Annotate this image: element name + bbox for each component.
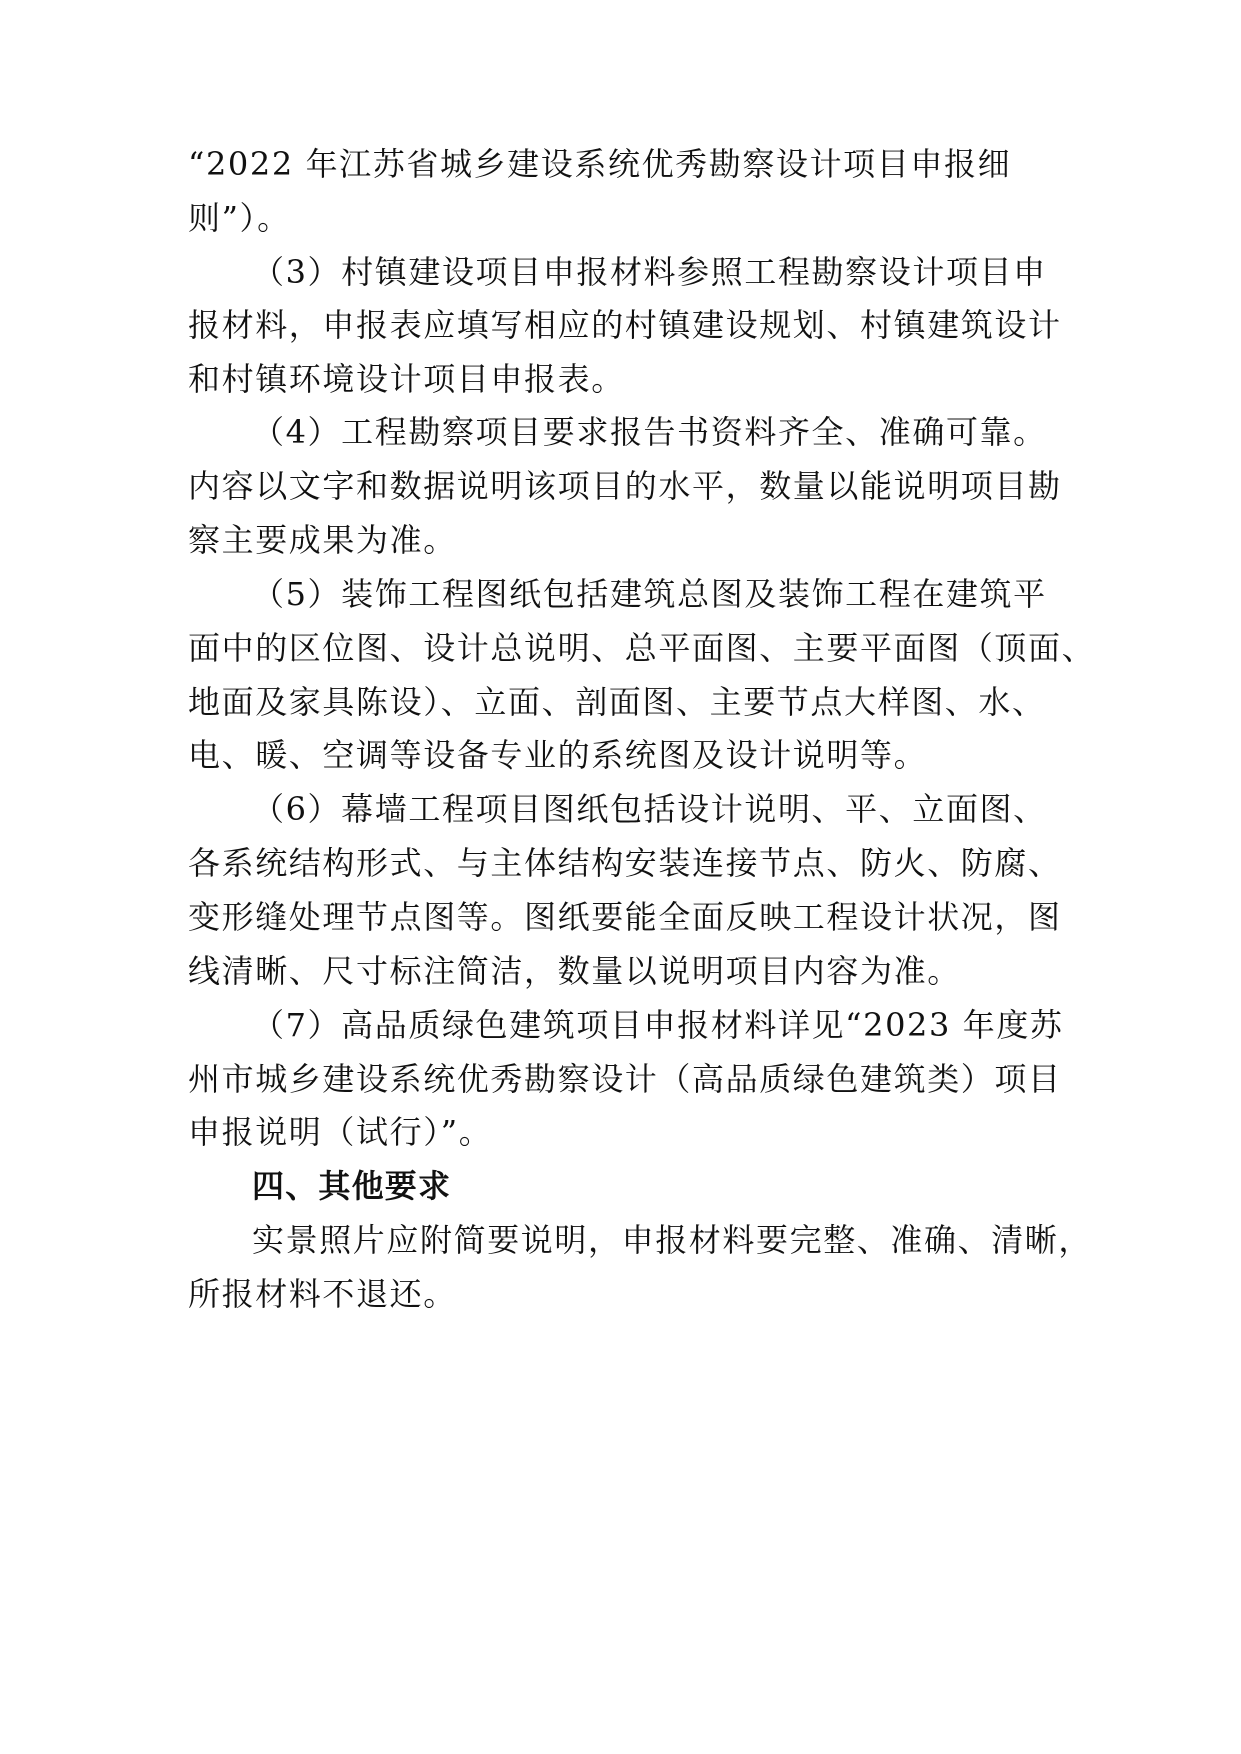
paragraph-line: （5）装饰工程图纸包括建筑总图及装饰工程在建筑平 xyxy=(252,575,1047,613)
paragraph-line: （4）工程勘察项目要求报告书资料齐全、准确可靠。 xyxy=(252,413,1047,451)
paragraph-line: 所报材料不退还。 xyxy=(188,1275,457,1313)
paragraph-line: 地面及家具陈设）、立面、剖面图、主要节点大样图、水、 xyxy=(188,683,1046,721)
paragraph-line: “2022 年江苏省城乡建设系统优秀勘察设计项目申报细 xyxy=(188,145,1012,183)
paragraph-line: 申报说明（试行）”。 xyxy=(188,1113,493,1151)
paragraph-line: 电、暖、空调等设备专业的系统图及设计说明等。 xyxy=(188,736,928,774)
paragraph-line: （3）村镇建设项目申报材料参照工程勘察设计项目申 xyxy=(252,253,1047,291)
paragraph-line: （6）幕墙工程项目图纸包括设计说明、平、立面图、 xyxy=(252,790,1047,828)
paragraph-line: 实景照片应附简要说明，申报材料要完整、准确、清晰， xyxy=(252,1221,1093,1259)
paragraph-line: 各系统结构形式、与主体结构安装连接节点、防火、防腐、 xyxy=(188,844,1062,882)
paragraph-line: 则”）。 xyxy=(188,199,291,237)
paragraph-line: （7）高品质绿色建筑项目申报材料详见“2023 年度苏 xyxy=(252,1006,1064,1044)
paragraph-line: 察主要成果为准。 xyxy=(188,521,457,559)
paragraph-line: 面中的区位图、设计总说明、总平面图、主要平面图（顶面、 xyxy=(188,629,1096,667)
paragraph-line: 州市城乡建设系统优秀勘察设计（高品质绿色建筑类）项目 xyxy=(188,1060,1062,1098)
paragraph-line: 变形缝处理节点图等。图纸要能全面反映工程设计状况，图 xyxy=(188,898,1062,936)
paragraph-line: 和村镇环境设计项目申报表。 xyxy=(188,360,625,398)
paragraph-line: 内容以文字和数据说明该项目的水平，数量以能说明项目勘 xyxy=(188,467,1062,505)
paragraph-line: 报材料，申报表应填写相应的村镇建设规划、村镇建筑设计 xyxy=(188,306,1062,344)
section-heading: 四、其他要求 xyxy=(252,1167,452,1205)
paragraph-line: 线清晰、尺寸标注简洁，数量以说明项目内容为准。 xyxy=(188,952,961,990)
